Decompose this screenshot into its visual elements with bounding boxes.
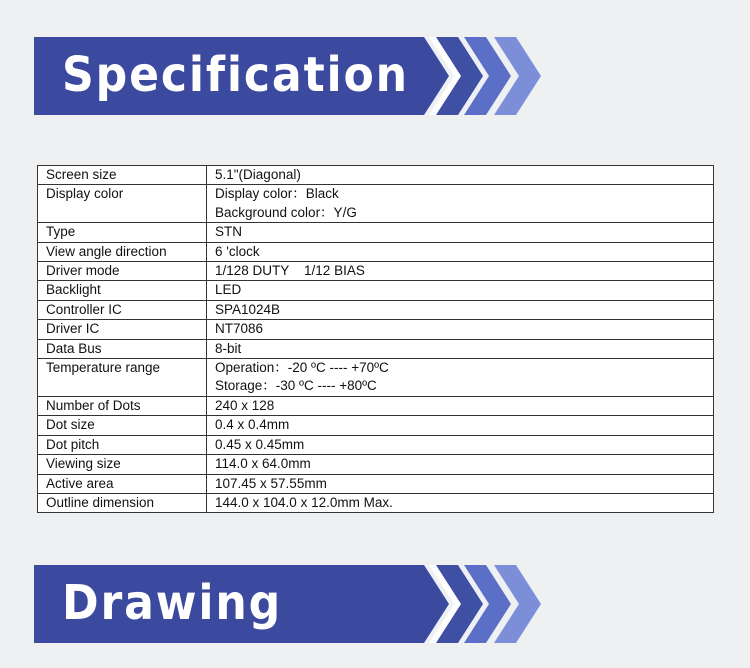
spec-value: 0.4 x 0.4mm — [207, 416, 714, 435]
spec-label: Controller IC — [38, 300, 207, 319]
spec-label: Driver mode — [38, 262, 207, 281]
spec-label: Display color — [38, 185, 207, 223]
table-row — [38, 416, 714, 435]
spec-label: View angle direction — [38, 242, 207, 261]
spec-value: 5.1"(Diagonal) — [207, 166, 714, 185]
spec-label: Driver IC — [38, 320, 207, 339]
specification-banner — [34, 37, 544, 115]
spec-label: Number of Dots — [38, 396, 207, 415]
spec-label: Backlight — [38, 281, 207, 300]
spec-value: 144.0 x 104.0 x 12.0mm Max. — [207, 493, 714, 512]
spec-value: 8-bit — [207, 339, 714, 358]
table-row — [38, 223, 714, 242]
spec-label: Dot pitch — [38, 435, 207, 454]
table-row — [38, 359, 714, 397]
drawing-banner — [34, 565, 544, 643]
spec-value: LED — [207, 281, 714, 300]
spec-value-line: Storage：-30 ºC ---- +80ºC — [215, 378, 377, 394]
table-row — [38, 185, 714, 223]
spec-label: Type — [38, 223, 207, 242]
spec-value: 1/128 DUTY 1/12 BIAS — [207, 262, 714, 281]
specification-table — [37, 165, 714, 513]
table-row — [38, 493, 714, 512]
spec-label: Temperature range — [38, 359, 207, 397]
spec-value — [207, 359, 714, 397]
spec-value-line: Display color：Black — [215, 186, 339, 202]
spec-label: Outline dimension — [38, 493, 207, 512]
spec-value: 107.45 x 57.55mm — [207, 474, 714, 493]
drawing-title: Drawing — [62, 575, 283, 631]
table-row — [38, 339, 714, 358]
spec-label: Active area — [38, 474, 207, 493]
table-row — [38, 242, 714, 261]
spec-label: Screen size — [38, 166, 207, 185]
table-row — [38, 435, 714, 454]
table-row — [38, 262, 714, 281]
table-row — [38, 474, 714, 493]
spec-value: NT7086 — [207, 320, 714, 339]
spec-value-line: Operation：-20 ºC ---- +70ºC — [215, 360, 389, 376]
spec-value — [207, 185, 714, 223]
table-row — [38, 166, 714, 185]
spec-label: Dot size — [38, 416, 207, 435]
table-row — [38, 320, 714, 339]
spec-value: 0.45 x 0.45mm — [207, 435, 714, 454]
spec-value: SPA1024B — [207, 300, 714, 319]
table-row — [38, 396, 714, 415]
spec-label: Viewing size — [38, 455, 207, 474]
spec-label: Data Bus — [38, 339, 207, 358]
spec-value: STN — [207, 223, 714, 242]
table-row — [38, 281, 714, 300]
table-row — [38, 300, 714, 319]
spec-value: 240 x 128 — [207, 396, 714, 415]
specification-title: Specification — [62, 47, 409, 103]
table-row — [38, 455, 714, 474]
spec-value: 6 'clock — [207, 242, 714, 261]
spec-value-line: Background color：Y/G — [215, 204, 357, 220]
spec-value: 114.0 x 64.0mm — [207, 455, 714, 474]
